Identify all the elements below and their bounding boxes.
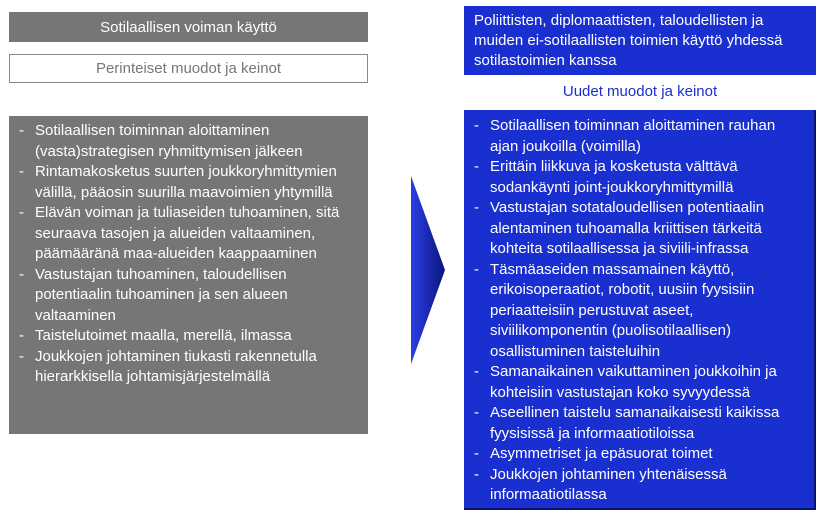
right-title <box>464 6 816 75</box>
bullet-dash: - <box>474 465 479 483</box>
bullet-dash: - <box>19 163 24 180</box>
list-item <box>474 198 806 260</box>
list-item-text: Täsmäaseiden massamainen käyttö, erikoisoperaatiot, robotit, uusiin fyysisiin periaatteisiin perustuvat aseet, siviilikomponentin (puolisotilaallisen) osallistuminen taisteluihin <box>490 260 755 360</box>
left-title <box>9 12 368 42</box>
bullet-dash: - <box>19 327 24 344</box>
right-list <box>474 116 806 506</box>
list-item <box>19 326 360 347</box>
list-item-text: Joukkojen johtaminen yhtenäisessä informaatiotilassa <box>490 465 727 503</box>
list-item <box>474 465 806 506</box>
right-subtitle <box>464 79 816 103</box>
list-item <box>474 403 806 444</box>
right-title-text: Poliittisten, diplomaattisten, taloudellisten ja muiden ei-sotilaallisten toimien käyttö yhdessä sotilastoimien kanssa <box>474 12 783 69</box>
list-item <box>474 157 806 198</box>
left-list <box>19 121 360 388</box>
right-list-box <box>464 110 816 510</box>
left-list-box <box>9 116 368 434</box>
list-item <box>474 444 806 465</box>
list-item-text: Rintamakosketus suurten joukkoryhmittymien välillä, pääosin suurilla maavoimien yhtymillä <box>35 163 337 201</box>
arrow-shape <box>411 176 445 364</box>
list-item-text: Asymmetriset ja epäsuorat toimet <box>490 445 713 462</box>
bullet-dash: - <box>19 265 24 283</box>
list-item <box>474 362 806 403</box>
left-subtitle-text: Perinteiset muodot ja keinot <box>95 60 282 77</box>
list-item-text: Vastustajan sotataloudellisen potentiaalin alentaminen tuhoamalla kriittisen tärkeitä kohteita sotilaallisessa ja siviili-infrassa <box>490 199 765 257</box>
left-subtitle <box>9 54 368 83</box>
list-item <box>474 260 806 363</box>
bullet-dash: - <box>19 122 24 139</box>
list-item-text: Sotilaallisen toiminnan aloittaminen (vasta)strategisen ryhmittymisen jälkeen <box>35 122 303 160</box>
bullet-dash: - <box>474 117 479 134</box>
list-item-text: Joukkojen johtaminen tiukasti rakennetulla hierarkkisella johtamisjärjestelmällä <box>35 347 317 385</box>
bullet-dash: - <box>474 260 479 278</box>
list-item <box>19 265 360 327</box>
bullet-dash: - <box>474 158 479 175</box>
list-item <box>19 347 360 388</box>
list-item-text: Erittäin liikkuva ja kosketusta välttävä sodankäynti joint-joukkoryhmittymillä <box>490 158 738 196</box>
list-item <box>474 116 806 157</box>
list-item <box>19 162 360 203</box>
list-item-text: Aseellinen taistelu samanaikaisesti kaikissa fyysisissä ja informaatiotiloissa <box>490 404 780 442</box>
list-item-text: Elävän voiman ja tuliaseiden tuhoaminen, sitä seuraava tasojen ja alueiden valtaaminen, päämääränä maa-alueiden kaappaaminen <box>35 204 340 262</box>
list-item-text: Sotilaallisen toiminnan aloittaminen rauhan ajan joukoilla (voimilla) <box>490 117 776 155</box>
bullet-dash: - <box>19 347 24 365</box>
bullet-dash: - <box>474 445 479 462</box>
bullet-dash: - <box>474 404 479 421</box>
left-title-text: Sotilaallisen voiman käyttö <box>100 18 277 36</box>
bullet-dash: - <box>19 204 24 221</box>
right-arrow-icon <box>411 176 445 364</box>
bullet-dash: - <box>474 363 479 380</box>
list-item-text: Taistelutoimet maalla, merellä, ilmassa <box>35 327 292 344</box>
list-item-text: Vastustajan tuhoaminen, taloudellisen potentiaalin tuhoaminen ja sen alueen valtaaminen <box>35 265 288 324</box>
list-item-text: Samanaikainen vaikuttaminen joukkoihin ja kohteisiin vastustajan koko syvyydessä <box>490 363 777 401</box>
list-item <box>19 121 360 162</box>
list-item <box>19 203 360 265</box>
right-subtitle-text: Uudet muodot ja keinot <box>562 82 718 100</box>
bullet-dash: - <box>474 199 479 216</box>
